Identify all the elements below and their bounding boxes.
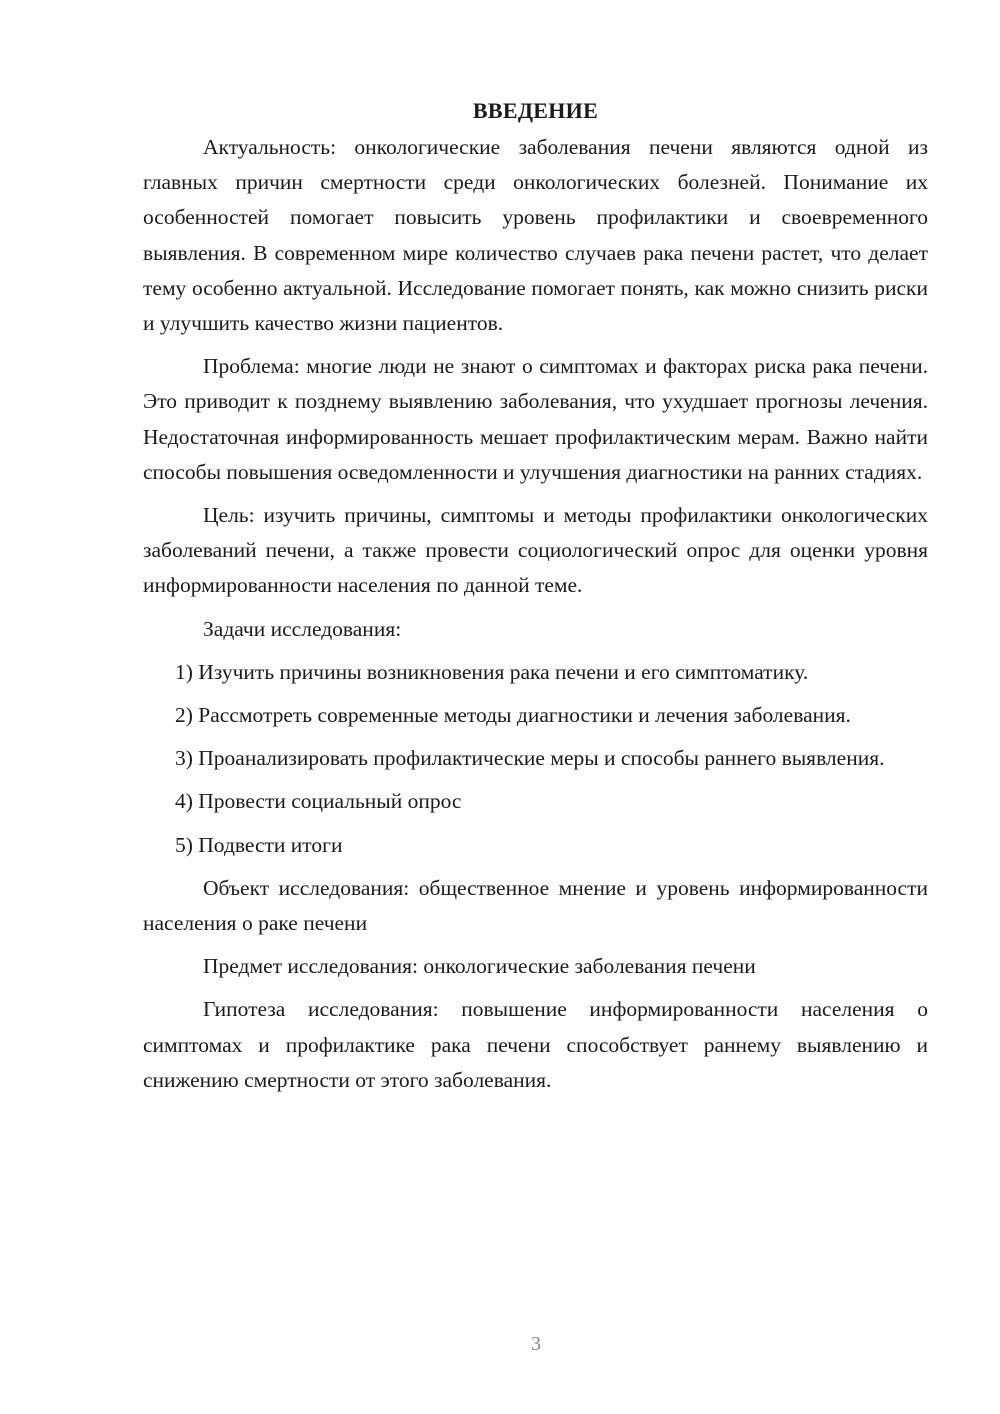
hypothesis-paragraph: Гипотеза исследования: повышение информированности населения о симптомах и профилактике рака печени способствует раннему выявлению и снижению смертности от этого заболевания. bbox=[143, 997, 928, 1092]
subject-paragraph: Предмет исследования: онкологические заболевания печени bbox=[203, 954, 756, 979]
relevance-paragraph: Актуальность: онкологические заболевания печени являются одной из главных причин смертности среди онкологических болезней. Понимание их особенностей помогает повысить уровень профилактики и своевременного выявления. В современном мире количество случаев рака печени растет, что делает тему особенно актуальной. Исследование помогает понять, как можно снизить риски и улучшить качество жизни пациентов. bbox=[143, 135, 928, 336]
task-item-3: 3) Проанализировать профилактические меры и способы раннего выявления. bbox=[175, 746, 885, 771]
tasks-heading: Задачи исследования: bbox=[203, 616, 402, 641]
object-paragraph: Объект исследования: общественное мнение и уровень информированности населения о раке печени bbox=[143, 875, 928, 936]
task-item-1: 1) Изучить причины возникновения рака печени и его симптоматику. bbox=[175, 659, 809, 684]
page-content bbox=[143, 94, 928, 1098]
task-item-4: 4) Провести социальный опрос bbox=[175, 789, 462, 814]
task-item-5: 5) Подвести итоги bbox=[175, 832, 343, 857]
section-title: ВВЕДЕНИЕ bbox=[472, 98, 599, 123]
task-item-2: 2) Рассмотреть современные методы диагностики и лечения заболевания. bbox=[175, 703, 851, 728]
goal-paragraph: Цель: изучить причины, симптомы и методы профилактики онкологических заболеваний печени, а также провести социологический опрос для оценки уровня информированности населения по данной теме. bbox=[143, 503, 928, 598]
page-number: 3 bbox=[531, 1333, 541, 1355]
problem-paragraph: Проблема: многие люди не знают о симптомах и факторах риска рака печени. Это приводит к позднему выявлению заболевания, что ухудшает прогнозы лечения. Недостаточная информированность мешает профилактическим мерам. Важно найти способы повышения осведомленности и улучшения диагностики на ранних стадиях. bbox=[143, 354, 928, 484]
